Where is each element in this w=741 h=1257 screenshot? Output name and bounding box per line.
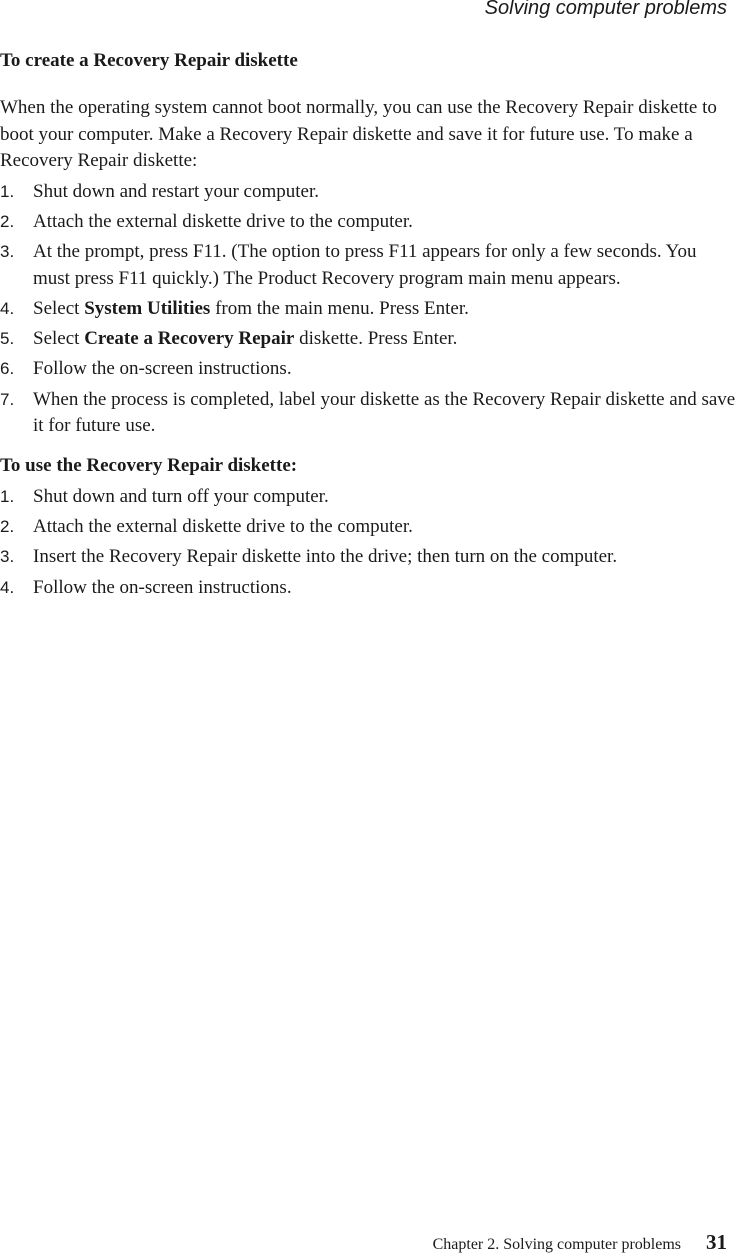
- step-number: 3.: [0, 547, 15, 567]
- step-number: 2.: [0, 517, 15, 537]
- page-footer: [433, 1230, 727, 1255]
- list-item: [0, 179, 736, 206]
- list-item: [0, 326, 736, 353]
- step-text: Follow the on-screen instructions.: [33, 576, 292, 598]
- step-text-pre: Select: [33, 328, 85, 350]
- list-item: [0, 209, 736, 236]
- step-text: When the process is completed, label your diskette as the Recovery Repair diskette and save it for future use.: [33, 388, 736, 437]
- create-steps-list: [0, 179, 736, 440]
- step-number: 5.: [0, 329, 15, 349]
- step-text-post: from the main menu. Press Enter.: [210, 297, 469, 319]
- step-number: 6.: [0, 359, 15, 379]
- step-text: Follow the on-screen instructions.: [33, 358, 292, 380]
- step-text: Attach the external diskette drive to the computer.: [33, 210, 413, 232]
- menu-option-create-recovery-repair: Create a Recovery Repair: [84, 328, 295, 350]
- step-text: Shut down and turn off your computer.: [33, 485, 329, 507]
- intro-paragraph: When the operating system cannot boot normally, you can use the Recovery Repair diskette to boot your computer. Make a Recovery Repair diskette and save it for future use. To make a Recovery Repair diskette:: [0, 97, 717, 171]
- list-item: [0, 514, 736, 541]
- step-number: 7.: [0, 389, 15, 409]
- step-number: 1.: [0, 486, 15, 506]
- running-header: Solving computer problems: [484, 0, 727, 19]
- page-number: 31: [706, 1230, 727, 1254]
- list-item: [0, 239, 736, 292]
- step-number: 2.: [0, 211, 15, 231]
- list-item: [0, 356, 736, 383]
- use-steps-list: [0, 484, 736, 601]
- list-item: [0, 296, 736, 323]
- step-text-pre: Select: [33, 297, 85, 319]
- step-number: 4.: [0, 577, 15, 597]
- list-item: [0, 575, 736, 602]
- section-heading-use: To use the Recovery Repair diskette:: [0, 454, 298, 476]
- step-text: Attach the external diskette drive to the computer.: [33, 516, 413, 538]
- page-content: [0, 47, 736, 605]
- list-item: [0, 387, 736, 440]
- step-number: 3.: [0, 242, 15, 262]
- step-text: At the prompt, press F11. (The option to press F11 appears for only a few seconds. You must press F11 quickly.) The Product Recovery program main menu appears.: [33, 241, 697, 289]
- step-text: Shut down and restart your computer.: [33, 180, 320, 202]
- menu-option-system-utilities: System Utilities: [84, 297, 211, 319]
- step-number: 1.: [0, 181, 15, 201]
- step-text-post: diskette. Press Enter.: [294, 328, 458, 350]
- list-item: [0, 484, 736, 511]
- section-heading-create: To create a Recovery Repair diskette: [0, 50, 298, 71]
- list-item: [0, 544, 736, 571]
- chapter-title: Chapter 2. Solving computer problems: [432, 1236, 681, 1253]
- step-number: 4.: [0, 298, 15, 318]
- step-text: Insert the Recovery Repair diskette into the drive; then turn on the computer.: [33, 546, 618, 568]
